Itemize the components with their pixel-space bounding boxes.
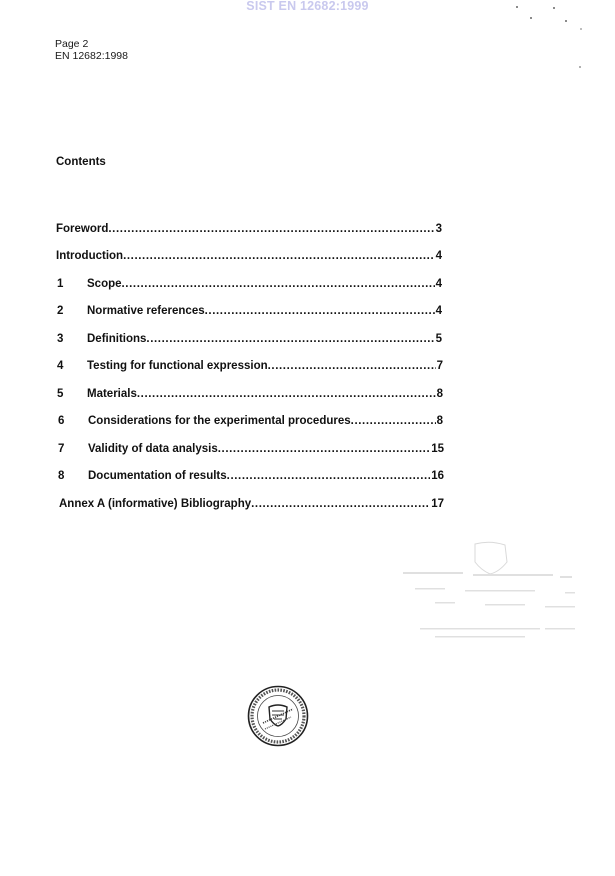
toc-label: Foreword: [56, 223, 109, 235]
page-number-label: Page 2: [55, 38, 89, 50]
toc-page-number: 7: [436, 360, 443, 372]
toc-section-number: 3: [57, 333, 64, 345]
toc-entry-annex-a-bibliography[interactable]: [59, 498, 444, 510]
toc-leader-dots: [268, 360, 436, 372]
official-seal-icon: [247, 685, 309, 747]
contents-title: Contents: [56, 156, 106, 168]
toc-page-number: 15: [431, 443, 444, 455]
toc-section-number: 4: [57, 360, 64, 372]
toc-section-number: 8: [58, 470, 65, 482]
toc-entry-definitions[interactable]: [57, 333, 442, 345]
toc-label: Definitions: [87, 333, 147, 345]
toc-page-number: 17: [431, 498, 444, 510]
toc-entry-documentation-results[interactable]: [58, 470, 444, 482]
toc-leader-dots: [227, 470, 431, 482]
toc-section-number: 6: [58, 415, 65, 427]
toc-entry-experimental-procedures[interactable]: [58, 415, 443, 427]
toc-label: Documentation of results: [88, 470, 227, 482]
toc-page-number: 4: [435, 278, 442, 290]
toc-label: Normative references: [87, 305, 205, 317]
toc-section-number: 2: [57, 305, 64, 317]
toc-label: Introduction: [56, 250, 124, 262]
toc-label: Scope: [87, 278, 122, 290]
toc-section-number: 7: [58, 443, 65, 455]
toc-entry-foreword[interactable]: [56, 223, 442, 235]
toc-leader-dots: [108, 223, 434, 235]
toc-section-number: 5: [57, 388, 64, 400]
toc-label: Annex A (informative) Bibliography: [59, 498, 252, 510]
toc-leader-dots: [146, 333, 434, 345]
toc-leader-dots: [218, 443, 430, 455]
toc-leader-dots: [123, 250, 435, 262]
toc-leader-dots: [251, 498, 430, 510]
toc-leader-dots: [122, 278, 435, 290]
toc-page-number: 4: [435, 305, 442, 317]
toc-page-number: 4: [435, 250, 442, 262]
faint-stamp-icon: [395, 540, 590, 650]
toc-entry-normative-references[interactable]: [57, 305, 442, 317]
toc-entry-validity-data-analysis[interactable]: [58, 443, 444, 455]
toc-entry-introduction[interactable]: [56, 250, 442, 262]
toc-page-number: 8: [436, 415, 443, 427]
toc-label: Considerations for the experimental procedures: [88, 415, 351, 427]
watermark: SIST EN 12682:1999: [246, 0, 369, 13]
toc-entry-scope[interactable]: [57, 278, 442, 290]
toc-page-number: 16: [431, 470, 444, 482]
standard-id: EN 12682:1998: [55, 50, 128, 62]
toc-section-number: 1: [57, 278, 64, 290]
toc-page-number: 3: [435, 223, 442, 235]
toc-label: Materials: [87, 388, 137, 400]
toc-entry-materials[interactable]: [57, 388, 443, 400]
toc-leader-dots: [137, 388, 436, 400]
toc-leader-dots: [205, 305, 435, 317]
toc-page-number: 8: [436, 388, 443, 400]
toc-entry-testing-functional-expression[interactable]: [57, 360, 443, 372]
toc-leader-dots: [351, 415, 436, 427]
toc-label: Validity of data analysis: [88, 443, 218, 455]
toc-page-number: 5: [435, 333, 442, 345]
toc-label: Testing for functional expression: [87, 360, 268, 372]
